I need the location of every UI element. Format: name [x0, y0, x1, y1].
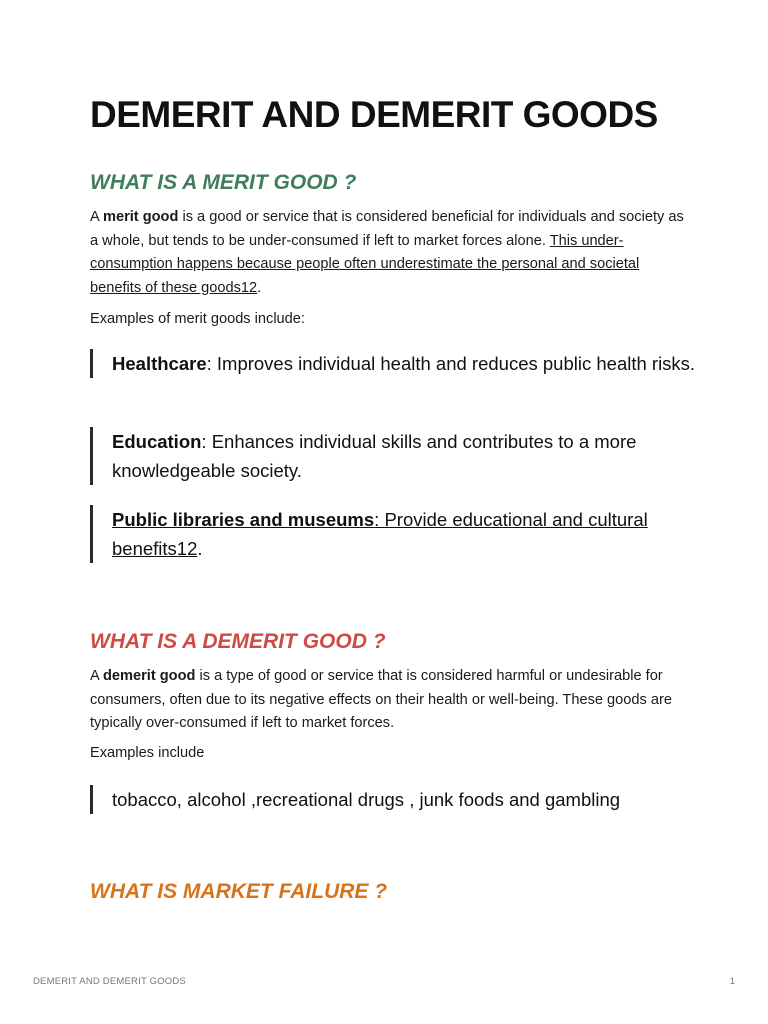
example-description: Provide educational and cultural benefits12 — [112, 509, 648, 559]
demerit-para-bold-term: demerit good — [102, 668, 196, 684]
example-term: Education — [112, 431, 202, 452]
merit-example-healthcare — [90, 349, 712, 378]
merit-good-paragraph — [90, 206, 690, 300]
demerit-para-text: is a type of good or service that is considered harmful or undesirable for consumers, often due to its negative effects on their health or well-being. These goods are typically over-consumed if left to market forces. — [90, 668, 672, 731]
example-separator: : — [201, 431, 212, 452]
merit-examples-intro: Examples of merit goods include: — [90, 311, 305, 327]
example-term: Public libraries and museums — [112, 509, 375, 530]
merit-para-prefix: A — [90, 209, 103, 225]
example-separator: : — [374, 509, 385, 530]
demerit-examples-intro: Examples include — [90, 745, 205, 761]
market-failure-heading: WHAT IS MARKET FAILURE ? — [90, 880, 388, 903]
merit-para-end: . — [257, 279, 262, 296]
merit-para-underlined-text[interactable]: This under-consumption happens because people often underestimate the personal and societal benefits of these goods12 — [90, 232, 640, 296]
demerit-good-heading: WHAT IS A DEMERIT GOOD ? — [90, 630, 386, 653]
example-term: Healthcare — [112, 353, 207, 374]
example-description: Enhances individual skills and contributes to a more knowledgeable society. — [112, 431, 637, 481]
example-underlined-link[interactable] — [112, 509, 648, 559]
demerit-para-prefix: A — [90, 668, 103, 684]
merit-example-libraries — [90, 505, 712, 563]
merit-example-education — [90, 427, 712, 485]
merit-good-heading: WHAT IS A MERIT GOOD ? — [90, 171, 357, 194]
footer-page-number: 1 — [729, 976, 735, 987]
example-separator: : — [206, 353, 217, 374]
example-description: Improves individual health and reduces public health risks. — [216, 353, 696, 374]
merit-para-text: is a good or service that is considered beneficial for individuals and society as a whole, but tends to be under-consumed if left to market forces alone. — [90, 209, 684, 249]
demerit-examples-quote: tobacco, alcohol ,recreational drugs , junk foods and gambling — [90, 785, 712, 814]
footer-document-title: DEMERIT AND DEMERIT GOODS — [33, 976, 186, 987]
demerit-good-paragraph — [90, 665, 690, 736]
page-title: DEMERIT AND DEMERIT GOODS — [90, 94, 658, 135]
example-end: . — [197, 538, 203, 559]
merit-para-bold-term: merit good — [102, 209, 179, 225]
